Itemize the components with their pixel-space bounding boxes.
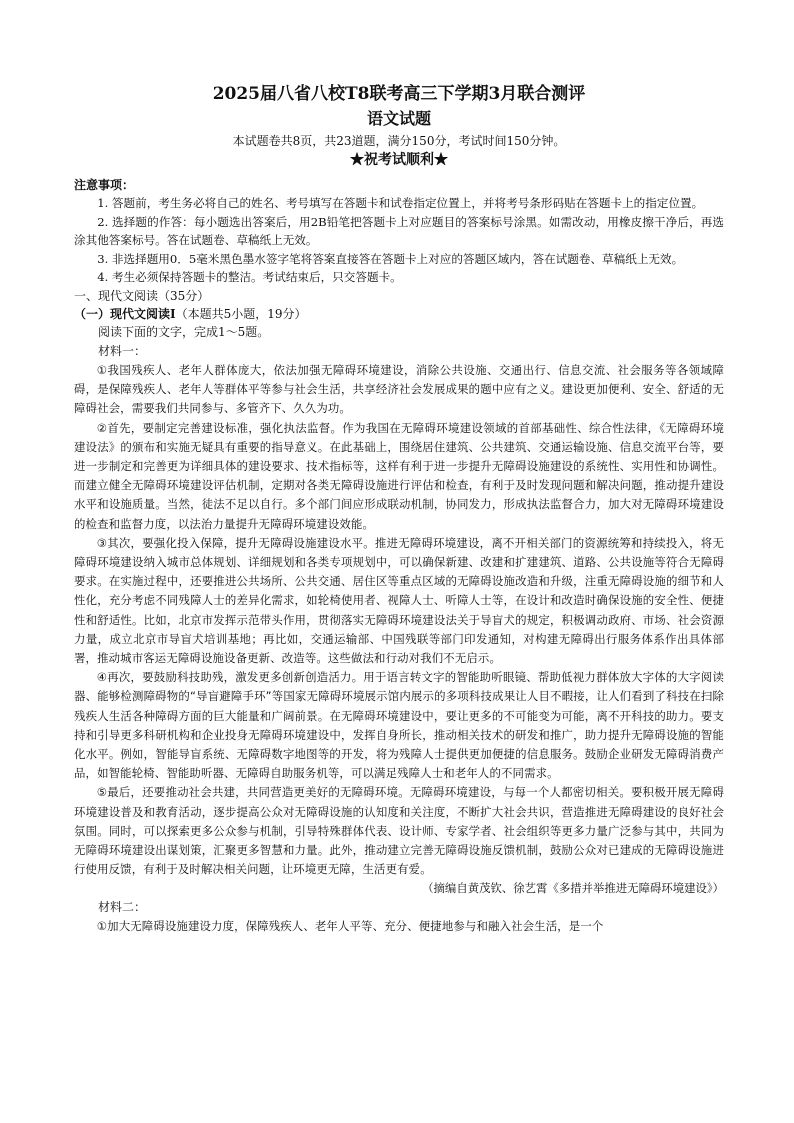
material-two-label: 材料二： (98, 900, 147, 915)
notes-item: 1. 答题前，考生务必将自己的姓名、考号填写在答题卡和试卷指定位置上，并将考号条形码贴在答题卡上的指定位置。 (97, 196, 704, 210)
exam-info: 本试题卷共8页，共23道题，满分150分，考试时间150分钟。 (232, 134, 566, 148)
notes-item: 2. 选择题的作答：每小题选出答案后，用2B铅笔把答题卡上对应题目的答案标号涂黑。如需改动，用橡皮擦干净后，再选涂其他答案标号。答在试题卷、草稿纸上无效。 (74, 214, 724, 248)
article-paragraph: ①我国残疾人、老年人群体庞大，依法加强无障碍环境建设，消除公共设施、交通出行、信息交流、社会服务等各领域障碍，是保障残疾人、老年人等群体平等参与社会生活，共享经济社会发展成果的题中应有之义。建设更加便利、安全、舒适的无障碍社会，需要我们共同参与、多管齐下、久久为功。 (74, 362, 724, 416)
article-paragraph: ③其次，要强化投入保障，提升无障碍设施建设水平。推进无障碍环境建设，离不开相关部门的资源统筹和持续投入，将无障碍环境建设纳入城市总体规划、详细规划和各类专项规划中，可以确保新建、改建和扩建建筑、道路、公共设施等符合无障碍要求。在实施过程中，还要推进公共场所、公共交通、居住区等重点区域的无障碍设施改造和升级，注重无障碍设施的细节和人性化，充分考虑不同残障人士的差异化需求，如轮椅使用者、视障人士、听障人士等，在设计和改造时确保设施的安全性、便捷性和舒适性。比如，北京市发挥示范带头作用，贯彻落实无障碍环境建设法关于导盲犬的规定，积极调动政府、市场、社会资源力量，成立北京市导盲犬培训基地；再比如，交通运输部、中国残联等部门印发通知，对构建无障碍出行服务体系作出具体部署，推动城市客运无障碍设施设备更新、改造等。这些做法和行动对我们不无启示。 (74, 535, 724, 666)
article-paragraph: ⑤最后，还要推动社会共建，共同营造更美好的无障碍环境。无障碍环境建设，与每一个人都密切相关。要积极开展无障碍环境建设普及和教育活动，逐步提高公众对无障碍设施的认知度和关注度，不断扩大社会共识，营造推进无障碍建设的良好社会氛围。同时，可以探索更多公众参与机制，引导特殊群体代表、设计师、专家学者、社会组织等更多力量广泛参与其中，共同为无障碍环境建设出谋划策，汇聚更多智慧和力量。此外，推动建立完善无障碍设施反馈机制，鼓励公众对已建成的无障碍设施进行使用反馈，有利于及时解决相关问题，让环境更无障，生活更有爱。 (74, 785, 724, 877)
notes-block (74, 176, 724, 287)
article-paragraph: ④再次，要鼓励科技助残，激发更多创新创造活力。用于语言转文字的智能助听眼镜、帮助低视力群体放大字体的大字阅读器、能够检测障碍物的“导盲避障手环”等国家无障碍环境展示馆内展示的多项科技成果让人目不暇接，让人们看到了科技在扫除残疾人生活各种障碍方面的巨大能量和广阔前景。在无障碍环境建设中，要让更多的不可能变为可能，离不开科技的助力。要支持和引导更多科研机构和企业投身无障碍环境建设中，发挥自身所长，推动相关技术的研发和推广，助力提升无障碍设施的智能化水平。例如，智能导盲系统、无障碍数字地图等的开发，将为残障人士提供更加便捷的信息服务。鼓励企业研发无障碍消费产品，如智能轮椅、智能助听器、无障碍自助服务机等，可以满足残障人士和老年人的不同需求。 (74, 670, 724, 781)
article-paragraph: ②首先，要制定完善建设标准，强化执法监督。作为我国在无障碍环境建设领域的首部基础性、综合性法律，《无障碍环境建设法》的颁布和实施无疑具有重要的指导意义。在此基础上，围绕居住建筑、公共建筑、交通运输设施、信息交流平台等，要进一步制定和完善更为详细具体的建设要求、技术指标等，这样有利于进一步提升无障碍设施建设的系统性、实用性和协调性。而建立健全无障碍环境建设评估机制，定期对各类无障碍设施进行评估和检查，有利于及时发现问题和解决问题，推动提升建设水平和设施质量。当然，徒法不足以自行。多个部门间应形成联动机制，协同发力，形成执法监督合力，加大对无障碍环境建设的检查和监督力度，以法治力量提升无障碍环境建设效能。 (74, 420, 724, 531)
material-one-label: 材料一： (98, 343, 147, 358)
exam-subtitle: 语文试题 (366, 109, 431, 128)
subsection-detail: （本题共5小题，19分） (175, 306, 307, 321)
exam-wish: ★祝考试顺利★ (350, 152, 448, 168)
exam-title: 2025届八省八校T8联考高三下学期3月联合测评 (212, 84, 586, 104)
section-heading: 一、现代文阅读（35分） (74, 288, 210, 303)
reading-instruction: 阅读下面的文字，完成1～5题。 (98, 324, 270, 339)
article-source: （摘编自黄茂钦、徐艺霄《多措并举推进无障碍环境建设》） (422, 881, 724, 896)
reading-section (74, 287, 724, 937)
notes-heading: 注意事项： (74, 178, 135, 192)
subsection-heading (74, 305, 724, 323)
article-paragraph: ①加大无障碍设施建设力度，保障残疾人、老年人平等、充分、便捷地参与和融入社会生活，是一个 (96, 919, 604, 934)
exam-page (74, 82, 724, 937)
notes-item: 4. 考生必须保持答题卡的整洁。考试结束后，只交答题卡。 (97, 270, 402, 285)
subsection-title: （一）现代文阅读Ⅰ (74, 306, 176, 321)
notes-item: 3. 非选择题用0．5毫米黑色墨水签字笔将答案直接答在答题卡上对应的答题区域内，答在试题卷、草稿纸上无效。 (97, 251, 684, 266)
